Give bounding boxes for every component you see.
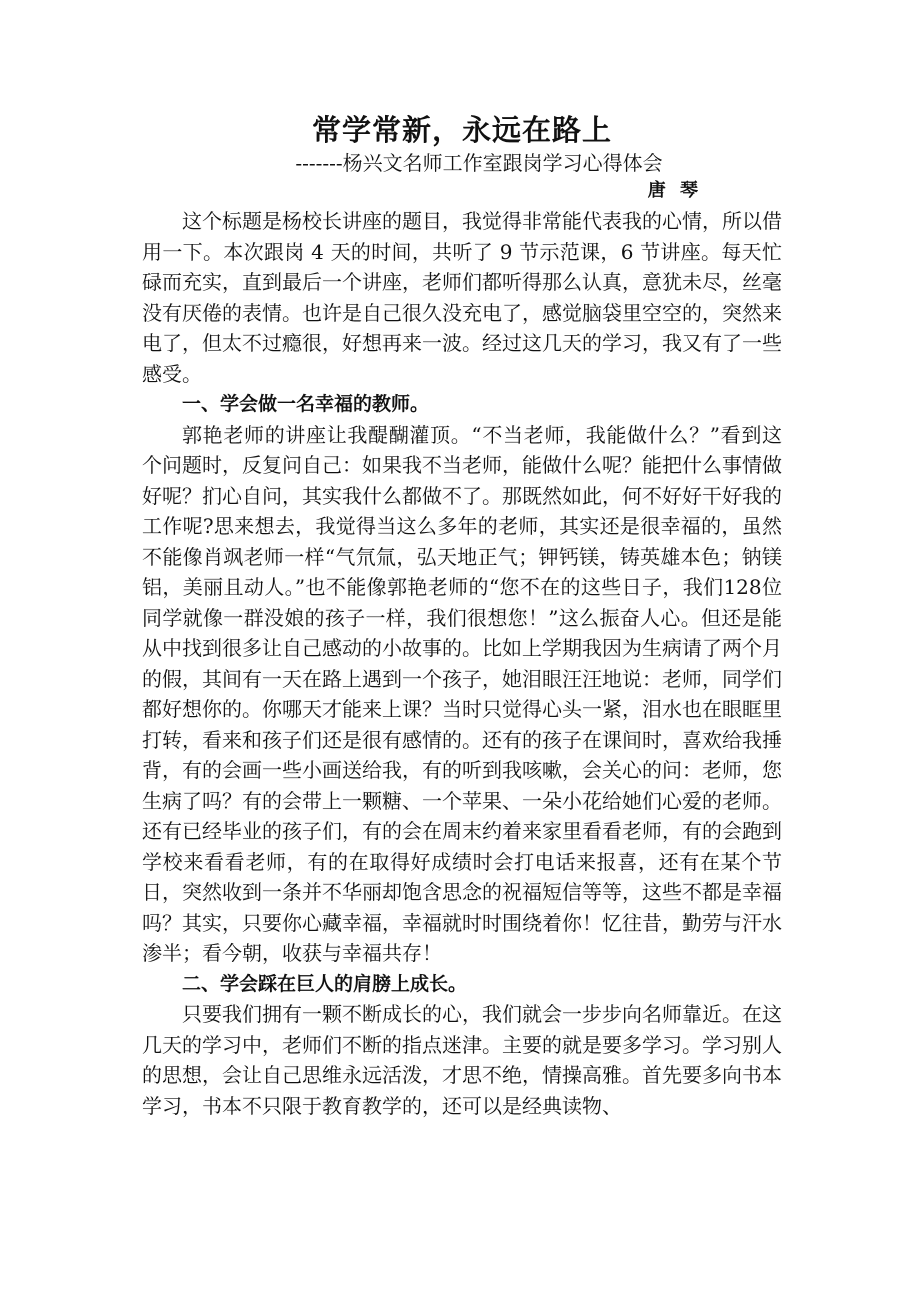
intro-paragraph: 这个标题是杨校长讲座的题目，我觉得非常能代表我的心情，所以借用一下。本次跟岗 4 天的时间，共听了 9 节示范课，6 节讲座。每天忙碌而充实，直到最后一个讲座，老师们都听得那么认真，意犹未尽，丝毫没有厌倦的表情。也许是自己很久没充电了，感觉脑袋里空空的，突然来电了，但太不过瘾很，好想再来一波。经过这几天的学习，我又有了一些感受。 (142, 209, 782, 386)
section-heading-2: 二、学会踩在巨人的肩膀上成长。 (182, 972, 468, 995)
document-title: 常学常新，永远在路上 (311, 113, 612, 147)
section-heading-1: 一、学会做一名幸福的教师。 (182, 393, 430, 415)
document-author: 唐 琴 (647, 180, 702, 201)
section-1-paragraph: 郭艳老师的讲座让我醍醐灌顶。“不当老师，我能做什么？”看到这个问题时，反复问自己：如果我不当老师，能做什么呢？能把什么事情做好呢？扪心自问，其实我什么都做不了。那既然如此，何不好好干好我的工作呢?思来想去，我觉得当这么多年的老师，其实还是很幸福的，虽然不能像肖飒老师一样“气氘氚，弘天地正气；钾钙镁，铸英雄本色；钠镁铝，美丽且动人。”也不能像郭艳老师的“您不在的这些日子，我们128位同学就像一群没娘的孩子一样，我们很想您！”这么振奋人心。但还是能从中找到很多让自己感动的小故事的。比如上学期我因为生病请了两个月的假，其间有一天在路上遇到一个孩子，她泪眼汪汪地说：老师，同学们都好想你的。你哪天才能来上课？当时只觉得心头一紧，泪水也在眼眶里打转，看来和孩子们还是很有感情的。还有的孩子在课间时，喜欢给我捶背，有的会画一些小画送给我，有的听到我咳嗽，会关心的问：老师，您生病了吗？有的会带上一颗糖、一个苹果、一朵小花给她们心爱的老师。还有已经毕业的孩子们，有的会在周末约着来家里看看老师，有的会跑到学校来看看老师，有的在取得好成绩时会打电话来报喜，还有在某个节日，突然收到一条并不华丽却饱含思念的祝福短信等等，这些不都是幸福吗？其实，只要你心藏幸福，幸福就时时围绕着你！忆往昔，勤劳与汗水渗半；看今朝，收获与幸福共存！ (142, 422, 782, 965)
document-subtitle: -------杨兴文名师工作室跟岗学习心得体会 (295, 151, 663, 175)
document-page (142, 100, 782, 1121)
section-2-paragraph: 只要我们拥有一颗不断成长的心，我们就会一步步向名师靠近。在这几天的学习中，老师们不断的指点迷津。主要的就是要多学习。学习别人的思想，会让自己思维永远活泼，才思不绝，情操高雅。首先要多向书本学习，书本不只限于教育教学的，还可以是经典读物、 (142, 1002, 782, 1118)
